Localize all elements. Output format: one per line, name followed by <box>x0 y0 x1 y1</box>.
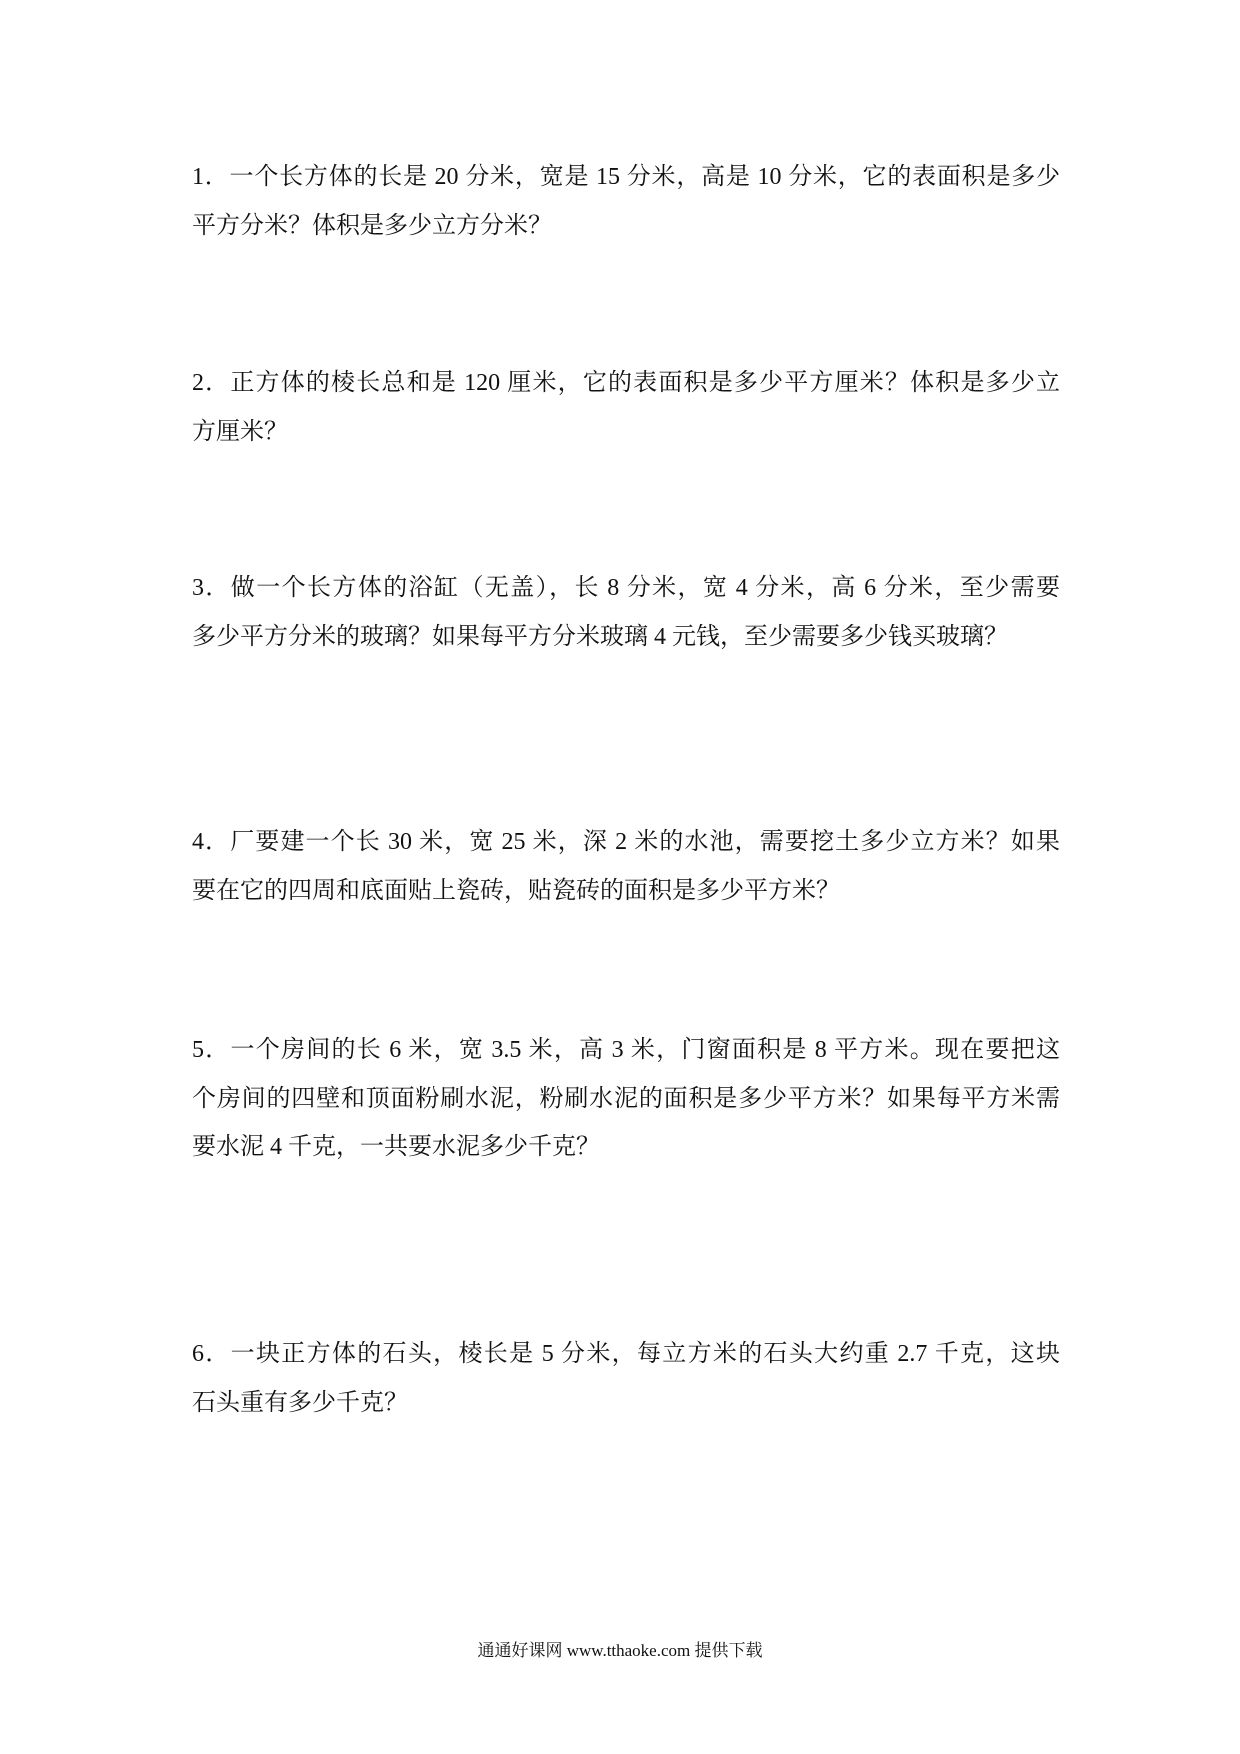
problem-5-line-3: 要水泥 4 千克，一共要水泥多少千克？ <box>192 1134 600 1160</box>
problem-1-line-1: 1．一个长方体的长是 20 分米，宽是 15 分米，高是 10 分米，它的表面积是多少 <box>192 164 1060 190</box>
problem-1-line-2: 平方分米？体积是多少立方分米？ <box>192 212 552 239</box>
problem-6-line-2: 石头重有多少千克？ <box>192 1389 408 1416</box>
problem-4 <box>192 818 1060 915</box>
problem-2 <box>192 359 1060 456</box>
problem-5-line-1: 5．一个房间的长 6 米，宽 3.5 米，高 3 米，门窗面积是 8 平方米。现在要把这 <box>192 1037 1060 1063</box>
problem-2-line-2: 方厘米？ <box>192 418 288 445</box>
page-footer: 通通好课网 www.tthaoke.com 提供下载 <box>477 1641 763 1660</box>
problem-4-line-2: 要在它的四周和底面贴上瓷砖，贴瓷砖的面积是多少平方米？ <box>192 877 840 904</box>
problem-3 <box>192 564 1060 661</box>
problem-3-line-2: 多少平方分米的玻璃？如果每平方分米玻璃 4 元钱，至少需要多少钱买玻璃？ <box>192 623 1008 650</box>
problem-1 <box>192 153 1060 250</box>
problem-6-line-1: 6．一块正方体的石头，棱长是 5 分米，每立方米的石头大约重 2.7 千克，这块 <box>192 1341 1060 1367</box>
problem-6 <box>192 1330 1060 1427</box>
problem-2-line-1: 2．正方体的棱长总和是 120 厘米，它的表面积是多少平方厘米？体积是多少立 <box>192 370 1060 396</box>
problem-3-line-1: 3．做一个长方体的浴缸（无盖），长 8 分米，宽 4 分米，高 6 分米，至少需要 <box>192 575 1060 601</box>
problem-5 <box>192 1026 1060 1172</box>
problem-4-line-1: 4．厂要建一个长 30 米，宽 25 米，深 2 米的水池，需要挖土多少立方米？如果 <box>192 829 1060 855</box>
problem-5-line-2: 个房间的四壁和顶面粉刷水泥，粉刷水泥的面积是多少平方米？如果每平方米需 <box>192 1085 1060 1112</box>
